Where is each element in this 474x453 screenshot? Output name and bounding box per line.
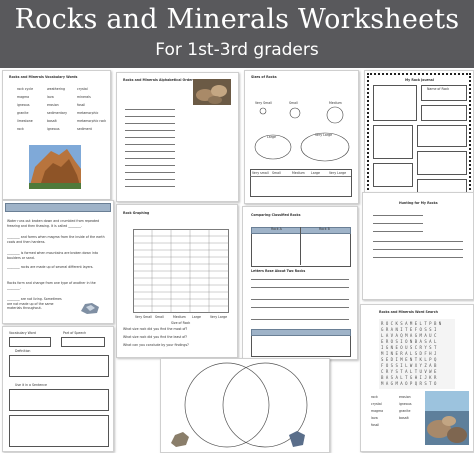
vocab-word: minerals bbox=[77, 95, 91, 99]
wordsearch-word: granite bbox=[399, 409, 411, 413]
wordsearch-word: igneous bbox=[399, 402, 412, 406]
svg-text:G R A N I T E F O S S I: G R A N I T E F O S S I bbox=[381, 327, 437, 332]
word-search-grid bbox=[379, 319, 455, 389]
wordsearch-word: crystal bbox=[371, 402, 382, 406]
graph-question: What size rock did you find the least of? bbox=[123, 335, 187, 339]
vocab-word: lava bbox=[47, 95, 54, 99]
worksheet-rock-journal bbox=[364, 70, 474, 200]
organizer-label: Use it in a Sentence bbox=[15, 383, 47, 387]
worksheet-hunting-rocks bbox=[362, 192, 474, 300]
worksheet-rock-graphing bbox=[116, 204, 238, 358]
worksheet-vocabulary bbox=[2, 70, 111, 200]
compare-col: Rock A bbox=[271, 227, 282, 231]
vocab-word: igneous bbox=[47, 127, 60, 131]
graph-question: What can you conclude by your findings? bbox=[123, 343, 189, 347]
graph-question: What size rock did you find the most of? bbox=[123, 327, 188, 331]
wordsearch-word: erosion bbox=[399, 395, 411, 399]
wordsearch-word: magma bbox=[371, 409, 384, 413]
graph-xlabel: Size of Rock bbox=[171, 321, 191, 325]
vocab-word: sediment bbox=[77, 127, 92, 131]
vocab-word: igneous bbox=[17, 103, 30, 107]
wordsearch-word: fossil bbox=[371, 423, 380, 427]
venn-diagram bbox=[161, 359, 329, 452]
rocks-photo bbox=[193, 79, 231, 105]
vocab-word: erosion bbox=[47, 103, 59, 107]
graph-category: Medium bbox=[173, 315, 186, 319]
worksheet-alphabetical-order bbox=[116, 72, 239, 202]
svg-text:F O S S I L W X Y Z A B: F O S S I L W X Y Z A B bbox=[381, 363, 437, 368]
vocab-word: rock bbox=[17, 127, 24, 131]
page-title: Rocks and Minerals Worksheets bbox=[14, 4, 460, 35]
svg-text:R O C K S A M E L T P B N: R O C K S A M E L T P B N bbox=[381, 321, 442, 326]
graph-category: Large bbox=[192, 315, 201, 319]
vocab-word: granite bbox=[17, 111, 29, 115]
svg-text:S E D I M E N T K L P Q: S E D I M E N T K L P Q bbox=[381, 357, 437, 362]
size-label: Very Large bbox=[315, 133, 333, 137]
worksheet-sizes-of-rocks bbox=[244, 70, 359, 204]
svg-text:M A G M A O P Q R S T O: M A G M A O P Q R S T O bbox=[381, 381, 437, 386]
size-label: Large bbox=[267, 135, 276, 139]
graph-category: Very Large bbox=[210, 315, 228, 319]
vocab-title: Rocks and Minerals Vocabulary Words bbox=[9, 75, 78, 79]
vocab-word: sedimentary bbox=[47, 111, 68, 115]
organizer-label: Part of Speech bbox=[63, 331, 87, 335]
hunt-title: Hunting for My Rocks bbox=[399, 201, 438, 205]
compare-col: Rock B bbox=[319, 227, 330, 231]
graph-title: Rock Graphing bbox=[123, 211, 150, 215]
bar-graph-grid bbox=[133, 229, 229, 313]
fill-question: ________ is formed when mountains are broken down into boulders or sand. bbox=[7, 251, 99, 260]
worksheet-comparing-rocks bbox=[242, 206, 358, 360]
table-header: Small bbox=[272, 171, 281, 175]
table-header: Large bbox=[311, 171, 320, 175]
fill-question: ________ are not living. Sometimes are not made up of the same materials throughout. bbox=[7, 297, 62, 310]
vocab-word: magma bbox=[17, 95, 30, 99]
sizes-title: Sizes of Rocks bbox=[251, 75, 277, 79]
svg-text:M I N E R A L S D F H J: M I N E R A L S D F H J bbox=[381, 351, 437, 356]
size-label: Very Small bbox=[255, 101, 272, 105]
svg-text:E R O S I O N B A S A L: E R O S I O N B A S A L bbox=[381, 339, 437, 344]
alphabetical-title: Rocks and Minerals Alphabetical Order bbox=[123, 78, 193, 82]
page-subtitle: For 1st-3rd graders bbox=[155, 40, 319, 60]
fill-question: ________ and forms when magma from the inside of the earth cools and then hardens. bbox=[7, 235, 105, 244]
fill-question: ________ rocks are made up of several different layers. bbox=[7, 265, 94, 269]
rock-formation-photo bbox=[29, 145, 81, 189]
fill-question: Rocks form and change from one type of another in the ________. bbox=[7, 281, 96, 290]
wordsearch-title: Rocks and Minerals Word Search bbox=[379, 310, 438, 314]
compare-section: Letters Rose About Two Rocks bbox=[251, 269, 306, 273]
svg-text:B A S A L T G H I J K R: B A S A L T G H I J K R bbox=[381, 375, 437, 380]
wordsearch-word: lava bbox=[371, 416, 378, 420]
size-circles bbox=[245, 105, 358, 165]
worksheet-venn-diagram bbox=[160, 358, 330, 453]
table-header: Very small bbox=[252, 171, 269, 175]
fill-question: Water runs out broken down and crumbled from repeated freezing and then thawing. It is called ________. bbox=[7, 219, 100, 228]
header-banner bbox=[0, 0, 474, 68]
compare-title: Comparing Classified Rocks bbox=[251, 213, 301, 217]
size-label: Medium bbox=[329, 101, 342, 105]
svg-text:L A V A Q M A G M A U C: L A V A Q M A G M A U C bbox=[381, 333, 437, 338]
vocab-word: metamorphic bbox=[77, 111, 99, 115]
vocab-word: rock cycle bbox=[17, 87, 34, 91]
worksheet-fill-in-blank bbox=[2, 200, 114, 324]
table-header: Very Large bbox=[329, 171, 347, 175]
table-header: Medium bbox=[292, 171, 305, 175]
worksheet-vocabulary-organizer bbox=[2, 326, 114, 452]
graph-category: Very Small bbox=[135, 315, 152, 319]
worksheet-word-search bbox=[360, 304, 474, 452]
vocab-word: fossil bbox=[77, 103, 86, 107]
vocab-word: limestone bbox=[17, 119, 33, 123]
size-label: Small bbox=[289, 101, 298, 105]
vocab-word: metamorphic rock bbox=[77, 119, 107, 123]
svg-text:I G N E O U S C R Y S T: I G N E O U S C R Y S T bbox=[381, 345, 437, 350]
vocab-word: weathering bbox=[47, 87, 65, 91]
beach-rocks-photo bbox=[425, 391, 469, 445]
mineral-photo bbox=[79, 301, 101, 315]
journal-label: Name of Rock bbox=[427, 87, 450, 91]
wordsearch-word: basalt bbox=[399, 416, 409, 420]
graph-category: Small bbox=[155, 315, 164, 319]
wordsearch-word: rock bbox=[371, 395, 378, 399]
vocab-word: crystal bbox=[77, 87, 88, 91]
vocab-word: basalt bbox=[47, 119, 57, 123]
organizer-label: Definition bbox=[15, 349, 31, 353]
organizer-label: Vocabulary Word bbox=[9, 331, 36, 335]
svg-text:C R Y S T A L T U V W E: C R Y S T A L T U V W E bbox=[381, 369, 437, 374]
journal-title: My Rock Journal bbox=[405, 78, 434, 82]
